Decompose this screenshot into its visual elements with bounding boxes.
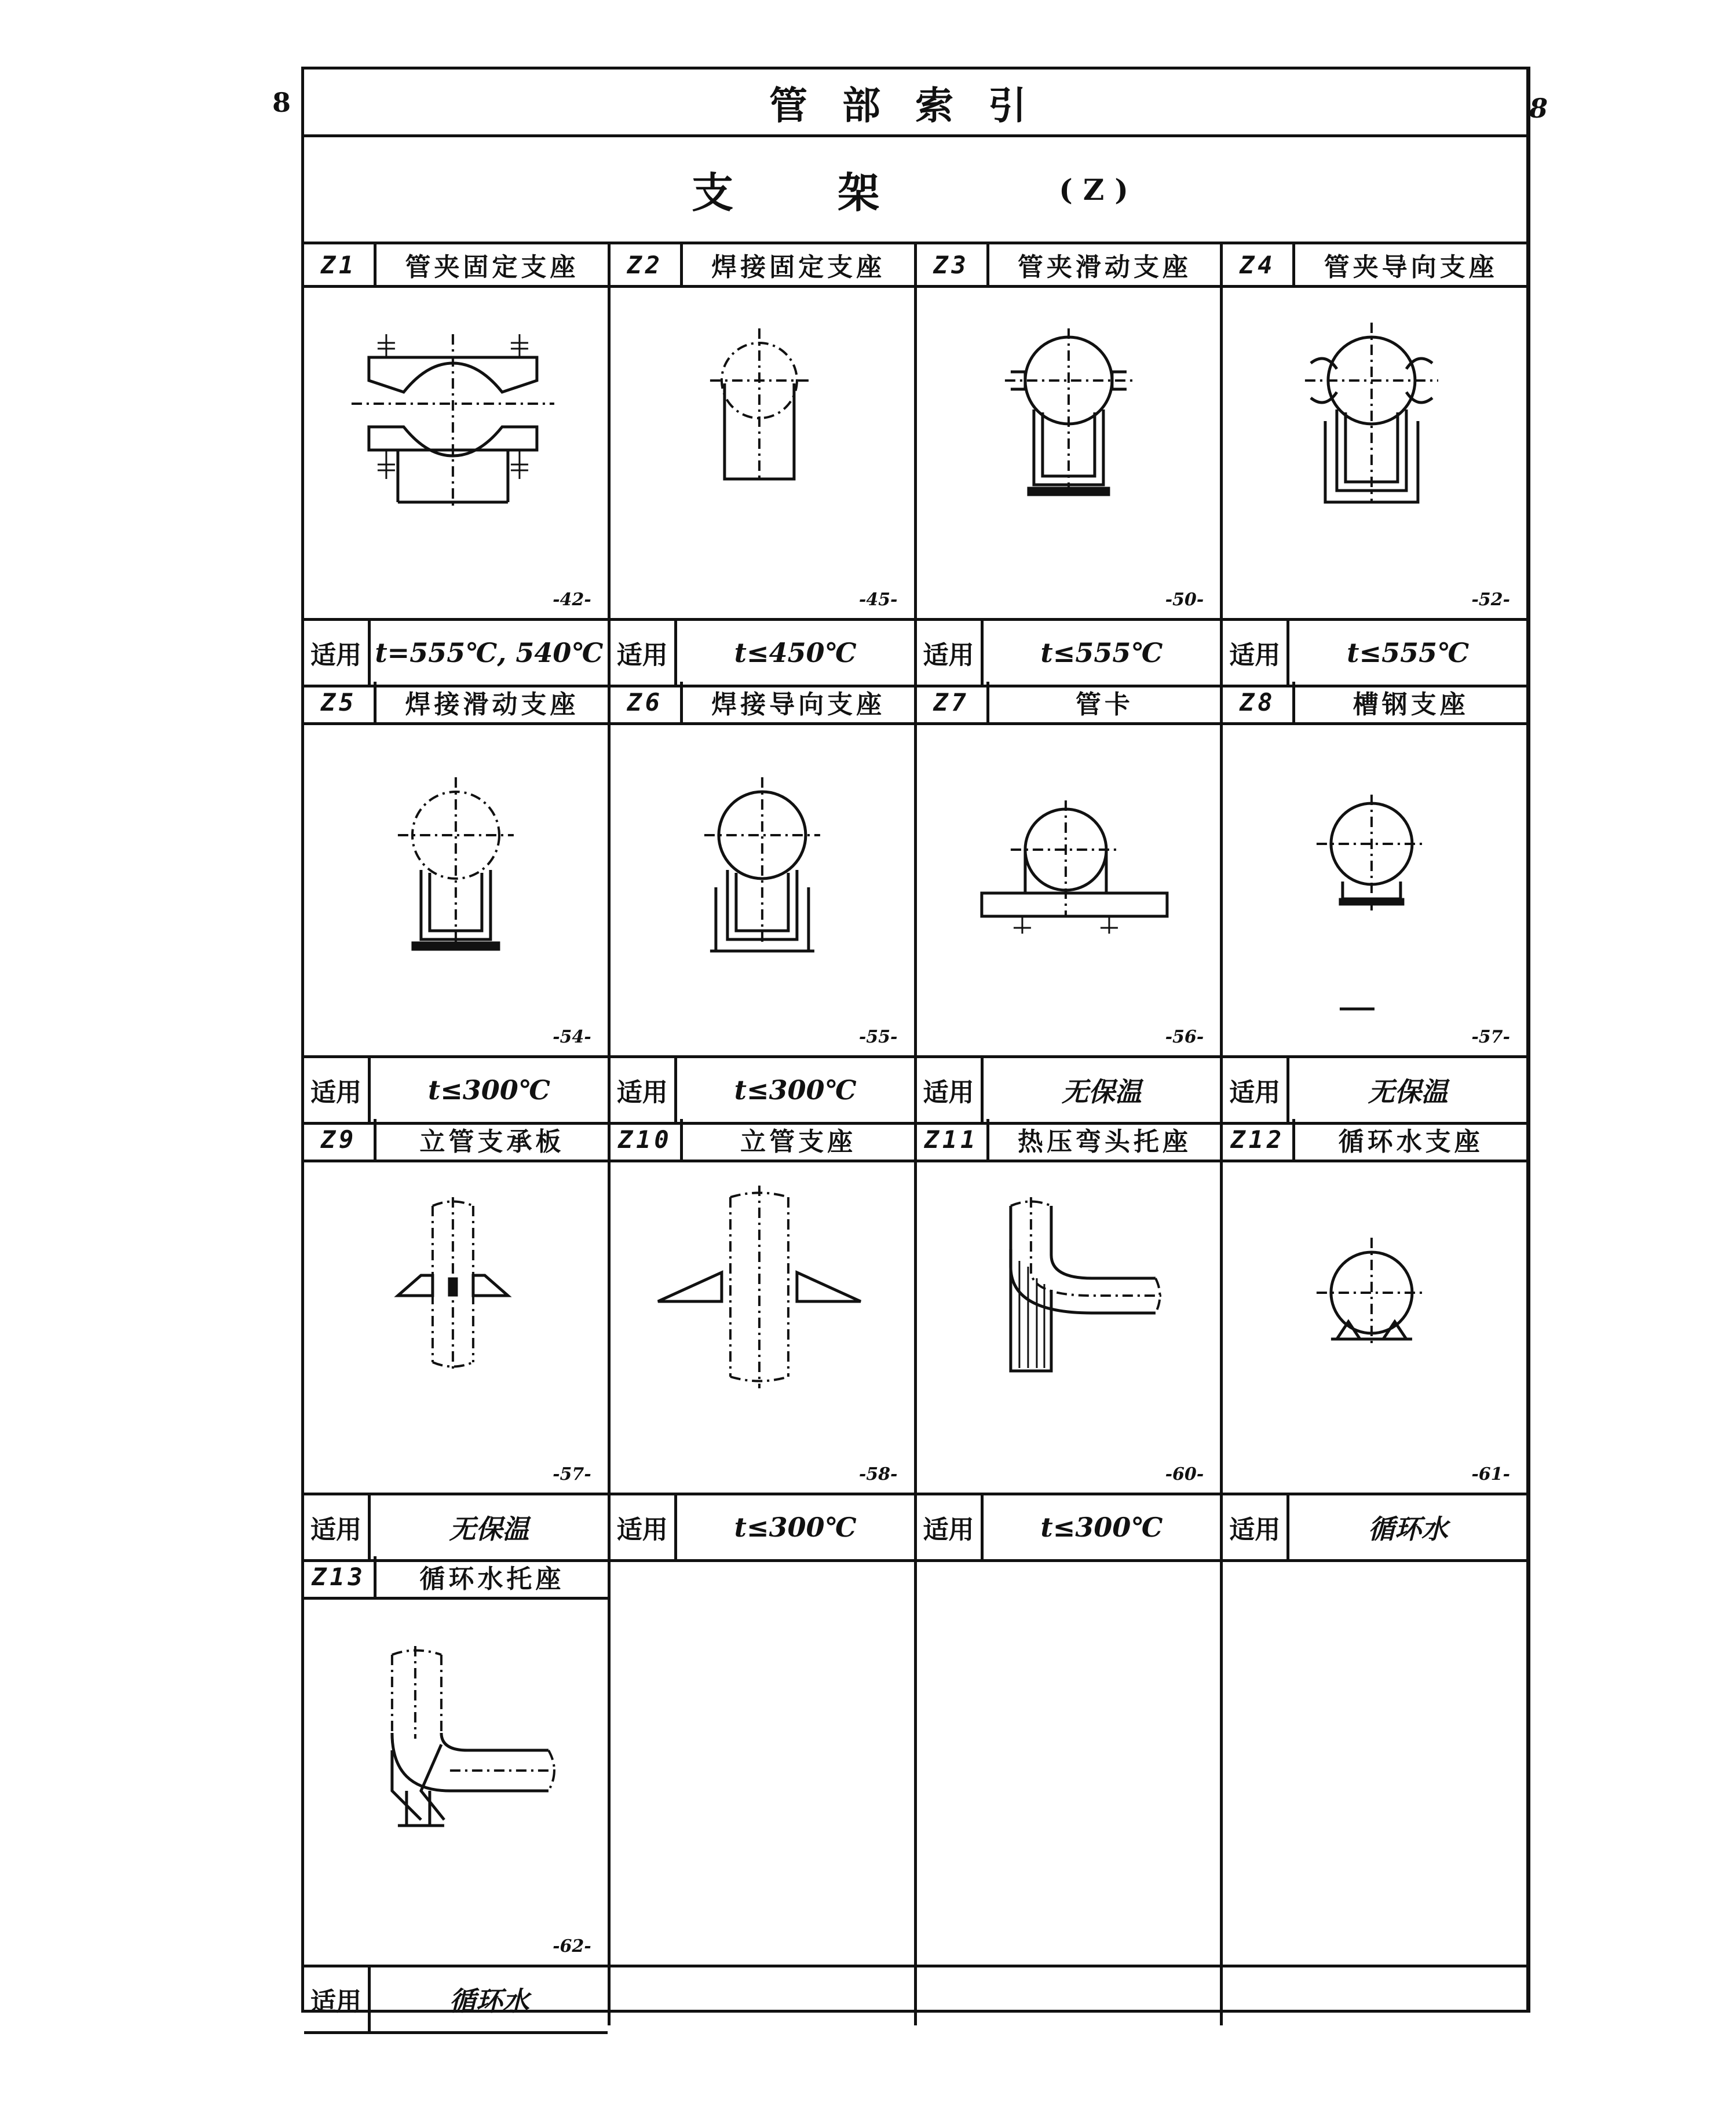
hot-pressed-elbow-saddle-icon	[917, 1162, 1220, 1495]
support-cell-z6[interactable]	[611, 682, 917, 1119]
apply-label: 适用	[611, 1495, 677, 1559]
section-title-text: 支架	[692, 168, 984, 217]
support-cell-z12[interactable]	[1223, 1119, 1526, 1556]
apply-value: t≤555℃	[1347, 637, 1470, 668]
page-reference: -56-	[1165, 1027, 1204, 1047]
item-code: Z2	[611, 244, 683, 285]
apply-label: 适用	[1223, 1058, 1289, 1122]
apply-value: t≤555℃	[1040, 637, 1163, 668]
page-reference: -50-	[1165, 590, 1204, 610]
page-title	[304, 70, 1526, 137]
clamp-guide-support-icon	[1223, 288, 1526, 621]
item-code: Z12	[1223, 1119, 1295, 1160]
page-reference: -62-	[553, 1936, 591, 1956]
item-code: Z6	[611, 682, 683, 722]
page-reference: -54-	[553, 1027, 591, 1047]
item-name: 焊接滑动支座	[405, 690, 579, 719]
item-code: Z4	[1223, 244, 1295, 285]
item-code: Z3	[917, 244, 989, 285]
apply-label: 适用	[1223, 1495, 1289, 1559]
apply-value: 无保温	[449, 1513, 529, 1545]
welded-guide-support-icon	[611, 725, 914, 1058]
empty-cell	[1223, 1556, 1526, 2025]
support-cell-z1[interactable]	[304, 244, 611, 682]
support-cell-z11[interactable]	[917, 1119, 1223, 1556]
item-code: Z11	[917, 1119, 989, 1160]
empty-cell	[917, 1556, 1223, 2025]
item-name: 循环水托座	[419, 1564, 565, 1594]
apply-value: t≤300℃	[427, 1074, 550, 1106]
page-reference: -61-	[1471, 1464, 1510, 1484]
item-code: Z10	[611, 1119, 683, 1160]
support-cell-z10[interactable]	[611, 1119, 917, 1556]
page-reference: -57-	[553, 1464, 591, 1484]
apply-label: 适用	[917, 1058, 984, 1122]
apply-label: 适用	[611, 1058, 677, 1122]
page-reference: -45-	[858, 590, 898, 610]
item-code: Z8	[1223, 682, 1295, 722]
index-table-frame	[301, 67, 1530, 2017]
apply-value: 循环水	[449, 1985, 529, 2017]
item-code: Z9	[304, 1119, 377, 1160]
item-name: 管夹滑动支座	[1017, 253, 1192, 282]
apply-label: 适用	[304, 1495, 371, 1559]
apply-label: 适用	[304, 621, 371, 685]
clamp-fixed-support-icon	[304, 288, 608, 621]
page-title-text: 管部索引	[769, 82, 1061, 128]
riser-support-icon	[611, 1162, 914, 1495]
apply-value: t≤450℃	[734, 637, 857, 668]
pipe-clip-icon	[917, 725, 1220, 1058]
item-name: 槽钢支座	[1353, 690, 1469, 719]
section-title	[304, 137, 1526, 244]
support-cell-z7[interactable]	[917, 682, 1223, 1119]
apply-value: t≤300℃	[734, 1512, 857, 1543]
item-code: Z5	[304, 682, 377, 722]
grid-row	[304, 1119, 1526, 1556]
item-name: 管夹固定支座	[405, 253, 579, 282]
apply-label: 适用	[1223, 621, 1289, 685]
support-cell-z8[interactable]	[1223, 682, 1526, 1119]
item-code: Z13	[304, 1556, 377, 1597]
clamp-sliding-support-icon	[917, 288, 1220, 621]
support-cell-z13[interactable]	[304, 1556, 611, 2025]
apply-value: t≤300℃	[734, 1074, 857, 1106]
page-reference: -55-	[858, 1027, 898, 1047]
apply-label: 适用	[611, 621, 677, 685]
riser-support-plate-icon	[304, 1162, 608, 1495]
apply-value: 无保温	[1061, 1076, 1142, 1107]
apply-value: 无保温	[1368, 1076, 1448, 1107]
welded-sliding-support-icon	[304, 725, 608, 1058]
support-cell-z2[interactable]	[611, 244, 917, 682]
item-name: 循环水支座	[1338, 1127, 1483, 1157]
item-code: Z1	[304, 244, 377, 285]
apply-value: t≤300℃	[1040, 1512, 1163, 1543]
item-name: 立管支座	[740, 1127, 857, 1157]
page-reference: -60-	[1165, 1464, 1204, 1484]
apply-label: 适用	[304, 1058, 371, 1122]
item-name: 热压弯头托座	[1017, 1127, 1192, 1157]
item-name: 立管支承板	[419, 1127, 565, 1157]
circulating-water-saddle-icon	[304, 1600, 608, 1967]
item-name: 管卡	[1075, 690, 1134, 719]
grid-row	[304, 244, 1526, 682]
support-cell-z5[interactable]	[304, 682, 611, 1119]
apply-value: 循环水	[1368, 1513, 1448, 1545]
page-number-right: 8	[1529, 93, 1548, 124]
apply-label: 适用	[304, 1967, 371, 2031]
circulating-water-support-icon	[1223, 1162, 1526, 1495]
grid-row	[304, 1556, 1526, 2025]
page-reference: -58-	[858, 1464, 898, 1484]
support-cell-z9[interactable]	[304, 1119, 611, 1556]
page-reference: -57-	[1471, 1027, 1510, 1047]
item-name: 焊接固定支座	[711, 253, 886, 282]
support-cell-z4[interactable]	[1223, 244, 1526, 682]
item-code: Z7	[917, 682, 989, 722]
page-reference: -52-	[1471, 590, 1510, 610]
section-code: (Z)	[1059, 172, 1139, 207]
welded-fixed-support-icon	[611, 288, 914, 621]
page-number-left: 8	[272, 87, 291, 118]
page-reference: -42-	[553, 590, 591, 610]
channel-steel-support-icon	[1223, 725, 1526, 1058]
apply-label: 适用	[917, 621, 984, 685]
grid-row	[304, 682, 1526, 1119]
apply-label: 适用	[917, 1495, 984, 1559]
apply-value: t=555℃, 540℃	[375, 637, 604, 668]
support-cell-z3[interactable]	[917, 244, 1223, 682]
support-grid	[304, 244, 1526, 2017]
item-name: 焊接导向支座	[711, 690, 886, 719]
item-name: 管夹导向支座	[1324, 253, 1498, 282]
empty-cell	[611, 1556, 917, 2025]
